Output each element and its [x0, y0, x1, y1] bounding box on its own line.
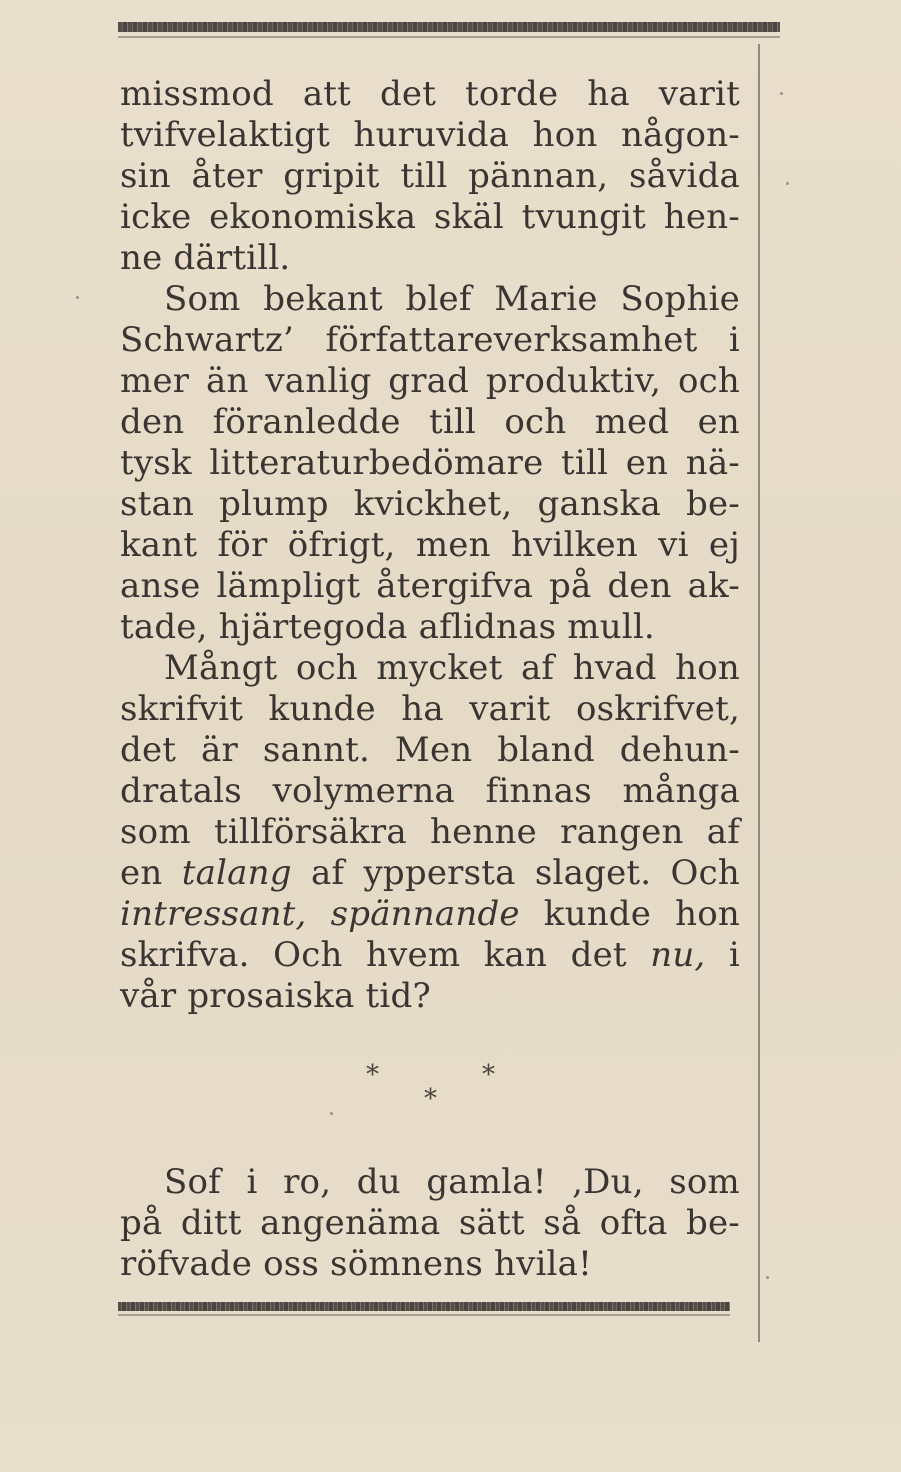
text-line: icke ekonomiska skäl tvungit hen-	[120, 197, 740, 237]
paragraph-1	[120, 74, 740, 279]
paragraph-2	[120, 279, 740, 648]
text-line: det är sannt. Men bland dehun-	[120, 730, 740, 770]
text-line: röfvade oss sömnens hvila!	[120, 1244, 592, 1284]
text-line: vår prosaiska tid?	[120, 976, 431, 1016]
top-decorative-rule	[118, 22, 780, 32]
text-run: skrifva. Och hvem kan det	[120, 935, 651, 975]
text-line: tvifvelaktigt huruvida hon någon-	[120, 115, 740, 155]
paper-speck	[330, 1112, 333, 1115]
text-line	[120, 853, 740, 894]
text-line: Mångt och mycket af hvad hon	[164, 648, 740, 688]
text-run: en	[120, 853, 182, 893]
column-divider-line	[758, 44, 760, 1342]
text-line	[120, 894, 740, 935]
bottom-decorative-rule	[118, 1302, 730, 1311]
text-line: den föranledde till och med en	[120, 402, 740, 442]
text-line: dratals volymerna finnas många	[120, 771, 740, 811]
paper-speck	[766, 1276, 769, 1279]
paper-speck	[76, 296, 79, 299]
text-line: tade, hjärtegoda aflidnas mull.	[120, 607, 655, 647]
text-run: i	[705, 935, 740, 975]
asterisk: *	[482, 1060, 495, 1090]
asterisk: *	[366, 1060, 379, 1090]
text-line: Som bekant blef Marie Sophie	[164, 279, 740, 319]
text-line: skrifvit kunde ha varit oskrifvet,	[120, 689, 740, 729]
text-run: af yppersta slaget. Och	[291, 853, 740, 893]
text-line: sin åter gripit till pännan, såvida	[120, 156, 740, 196]
text-line: Schwartz’ författareverksamhet i	[120, 320, 740, 360]
text-line: tysk litteraturbedömare till en nä-	[120, 443, 740, 483]
text-line	[120, 935, 740, 976]
section-break-asterisks	[120, 1060, 740, 1120]
text-line: på ditt angenäma sätt så ofta be-	[120, 1203, 740, 1243]
bottom-thin-rule	[118, 1314, 730, 1316]
italic-phrase: intressant, spännande	[120, 894, 520, 934]
top-thin-rule	[118, 36, 780, 38]
paper-speck	[780, 92, 783, 95]
text-line: stan plump kvickhet, ganska be-	[120, 484, 740, 524]
text-line: mer än vanlig grad produktiv, och	[120, 361, 740, 401]
article-body	[120, 74, 740, 1017]
italic-word: nu,	[650, 935, 706, 975]
text-line: missmod att det torde ha varit	[120, 74, 740, 114]
text-line: kant för öfrigt, men hvilken vi ej	[120, 525, 740, 565]
epilogue-paragraph	[120, 1162, 740, 1285]
text-line: Sof i ro, du gamla! ,Du, som	[164, 1162, 740, 1202]
paper-speck	[786, 182, 789, 185]
text-run: kunde hon	[519, 894, 740, 934]
asterisk: *	[424, 1084, 437, 1114]
text-line: ne därtill.	[120, 238, 291, 278]
paragraph-3	[120, 648, 740, 1017]
text-line: anse lämpligt återgifva på den ak-	[120, 566, 740, 606]
italic-word: talang	[181, 853, 292, 893]
text-line: som tillförsäkra henne rangen af	[120, 812, 740, 852]
